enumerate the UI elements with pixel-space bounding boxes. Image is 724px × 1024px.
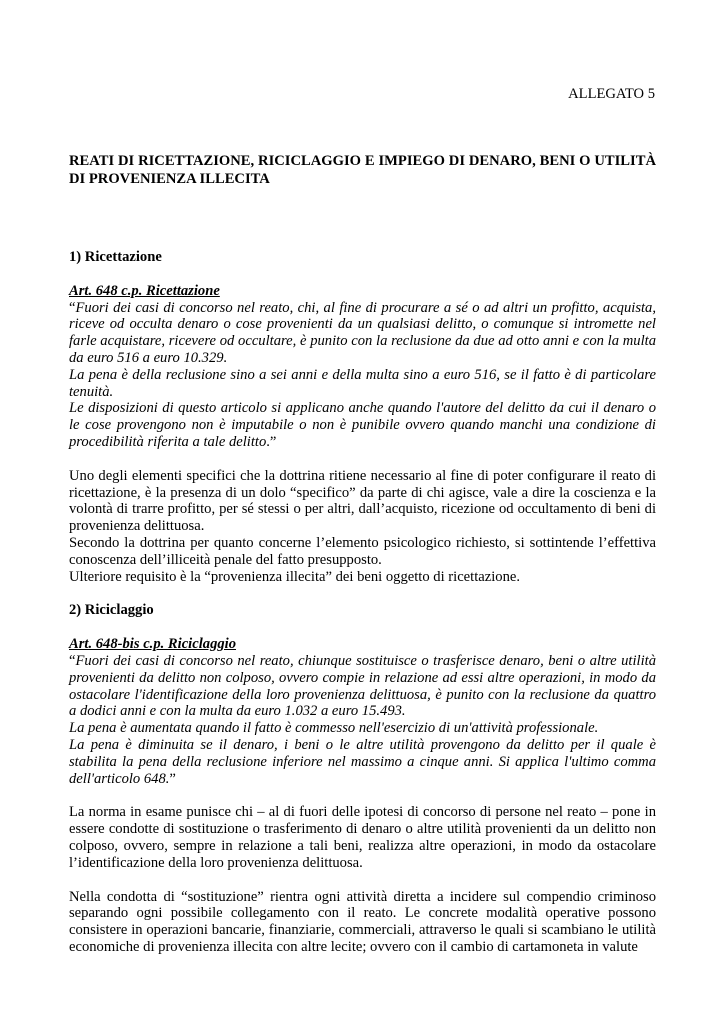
- section-heading-ricettazione: 1) Ricettazione: [69, 249, 162, 265]
- quote-paragraph: [69, 653, 656, 720]
- section-heading-riciclaggio: 2) Riciclaggio: [69, 602, 154, 619]
- commentary-riciclaggio: [69, 804, 656, 871]
- quote-open-mark: “: [69, 299, 76, 316]
- quote-paragraph: La pena è aumentata quando il fatto è commesso nell'esercizio di un'attività professionale.: [69, 720, 599, 737]
- commentary-paragraph: Ulteriore requisito è la “provenienza illecita” dei beni oggetto di ricettazione.: [69, 568, 520, 585]
- quote-open-mark: “: [69, 652, 76, 669]
- quote-paragraph: [69, 737, 656, 787]
- article-quote-648-bis: [69, 653, 656, 787]
- quote-paragraph: [69, 400, 656, 450]
- quote-text: Le disposizioni di questo articolo si applicano anche quando l'autore del delitto da cui il denaro o le cose provengono non è imputabile o non è punibile ovvero quando manchi una condizione di procedibilità riferita a tale delitto: [69, 400, 656, 450]
- commentary-paragraph: Nella condotta di “sostituzione” rientra ogni attività diretta a incidere sul compendio criminoso separando ogni possibile collegamento con il reato. Le concrete modalità operative possono consistere in operazioni bancarie, finanziarie, commerciali, attraverso le quali si scambiano le utilità economiche di provenienza illecita con altre lecite; ovvero con il cambio di cartamoneta in valute: [69, 888, 656, 955]
- commentary-paragraph: La norma in esame punisce chi – al di fuori delle ipotesi di concorso di persone nel reato – pone in essere condotte di sostituzione o trasferimento di denaro o altre utilità provenienti da un delitto non colposo, ovvero, sempre in relazione a tali beni, realizza altre operazioni, in modo da ostacolare l’identificazione della loro provenienza delittuosa.: [69, 804, 656, 871]
- annex-label: ALLEGATO 5: [568, 86, 655, 102]
- quote-close-mark: .”: [266, 433, 277, 450]
- document-body: [69, 152, 656, 956]
- quote-text: Fuori dei casi di concorso nel reato, chiunque sostituisce o trasferisce denaro, beni o altre utilità provenienti da delitto non colposo, ovvero compie in relazione ad essi altre operazioni, in modo da ostacolare l'identificazione della loro provenienza delittuosa, è punito con la reclusione da quattro a dodici anni e con la multa da euro 1.032 a euro 15.493.: [69, 652, 656, 720]
- article-heading-648-bis: Art. 648-bis c.p. Riciclaggio: [69, 636, 237, 653]
- commentary-riciclaggio-sostituzione: [69, 889, 656, 956]
- document-title: REATI DI RICETTAZIONE, RICICLAGGIO E IMPIEGO DI DENARO, BENI O UTILITÀ DI PROVENIENZA ILLECITA: [69, 153, 656, 187]
- article-quote-648: [69, 300, 656, 451]
- commentary-paragraph: Uno degli elementi specifici che la dottrina ritiene necessario al fine di poter configurare il reato di ricettazione, è la presenza di un dolo “specifico” da parte di chi agisce, vale a dire la coscienza e la volontà di trarre profitto, per sé stessi o per altri, dall’acquisto, ricezione od occultamento di beni di provenienza delittuosa.: [69, 467, 656, 535]
- quote-paragraph: [69, 300, 656, 367]
- commentary-ricettazione: [69, 468, 656, 586]
- quote-text: La pena è diminuita se il denaro, i beni o le altre utilità provengono da delitto per il quale è stabilita la pena della reclusione inferiore nel massimo a cinque anni. Si applica l'ultimo comma dell'articolo 648.: [69, 736, 656, 787]
- quote-close-mark: ”: [169, 770, 176, 787]
- quote-paragraph: La pena è della reclusione sino a sei anni e della multa sino a euro 516, se il fatto è di particolare tenuità.: [69, 366, 656, 400]
- article-heading-648: Art. 648 c.p. Ricettazione: [69, 282, 220, 299]
- commentary-paragraph: Secondo la dottrina per quanto concerne l’elemento psicologico richiesto, si sottintende l’effettiva conoscenza dell’illiceità penale del fatto presupposto.: [69, 534, 656, 568]
- quote-text: Fuori dei casi di concorso nel reato, chi, al fine di procurare a sé o ad altri un profitto, acquista, riceve od occulta denaro o cose provenienti da un qualsiasi delitto, o comunque si intromette nel farle acquistare, ricevere od occultare, è punito con la reclusione da due ad otto anni e con la multa da euro 516 a euro 10.329.: [69, 299, 656, 366]
